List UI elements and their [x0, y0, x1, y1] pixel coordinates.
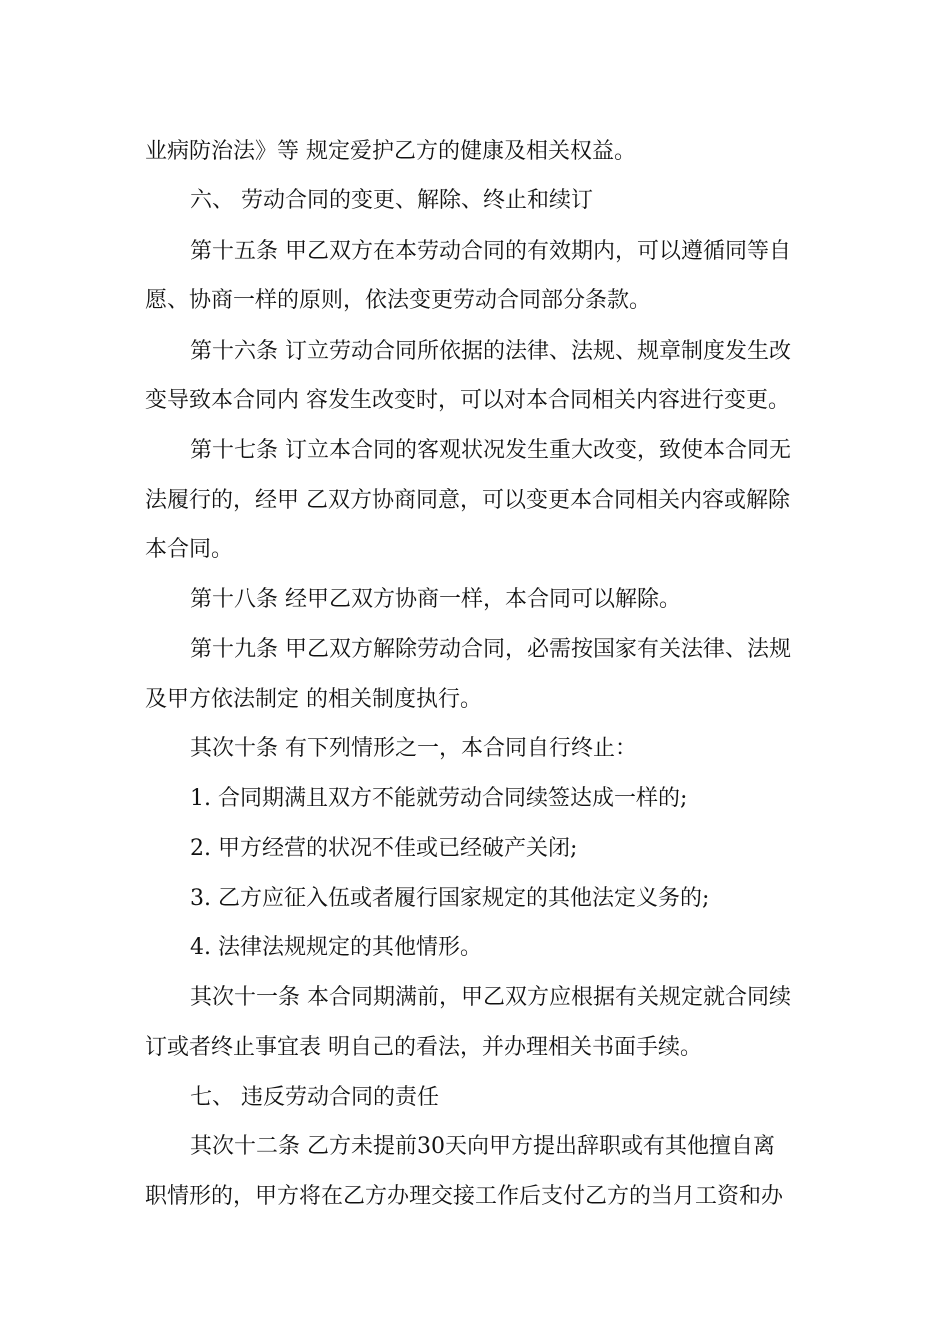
- section-heading: 七、 违反劳动合同的责任: [190, 1085, 439, 1110]
- text-line: 第十九条 甲乙双方解除劳动合同，必需按国家有关法律、法规: [190, 637, 791, 662]
- text-line: 其次十一条 本合同期满前，甲乙双方应根据有关规定就合同续: [190, 985, 791, 1010]
- text-line: 业病防治法》等 规定爱护乙方的健康及相关权益。: [145, 139, 636, 164]
- list-item: 1. 合同期满且双方不能就劳动合同续签达成一样的;: [190, 786, 688, 811]
- text-line: 第十五条 甲乙双方在本劳动合同的有效期内，可以遵循同等自: [190, 239, 791, 264]
- text-line: 本合同。: [145, 537, 234, 562]
- text-line: 其次十二条 乙方未提前30天向甲方提出辞职或有其他擅自离: [190, 1134, 775, 1159]
- section-heading: 六、 劳动合同的变更、解除、终止和续订: [190, 188, 593, 213]
- text-line: 第十七条 订立本合同的客观状况发生重大改变，致使本合同无: [190, 438, 791, 463]
- list-item: 2. 甲方经营的状况不佳或已经破产关闭;: [190, 836, 578, 861]
- text-line: 法履行的，经甲 乙双方协商同意，可以变更本合同相关内容或解除: [145, 488, 790, 513]
- text-line: 职情形的，甲方将在乙方办理交接工作后支付乙方的当月工资和办: [145, 1184, 784, 1209]
- text-line: 及甲方依法制定 的相关制度执行。: [145, 687, 482, 712]
- list-item: 4. 法律法规规定的其他情形。: [190, 935, 482, 960]
- text-line: 第十八条 经甲乙双方协商一样，本合同可以解除。: [190, 587, 681, 612]
- list-item: 3. 乙方应征入伍或者履行国家规定的其他法定义务的;: [190, 886, 710, 911]
- text-line: 其次十条 有下列情形之一，本合同自行终止：: [190, 736, 637, 761]
- text-line: 愿、协商一样的原则，依法变更劳动合同部分条款。: [145, 288, 652, 313]
- text-line: 变导致本合同内 容发生改变时，可以对本合同相关内容进行变更。: [145, 388, 790, 413]
- text-line: 第十六条 订立劳动合同所依据的法律、法规、规章制度发生改: [190, 339, 791, 364]
- text-line: 订或者终止事宜表 明自己的看法，并办理相关书面手续。: [145, 1035, 702, 1060]
